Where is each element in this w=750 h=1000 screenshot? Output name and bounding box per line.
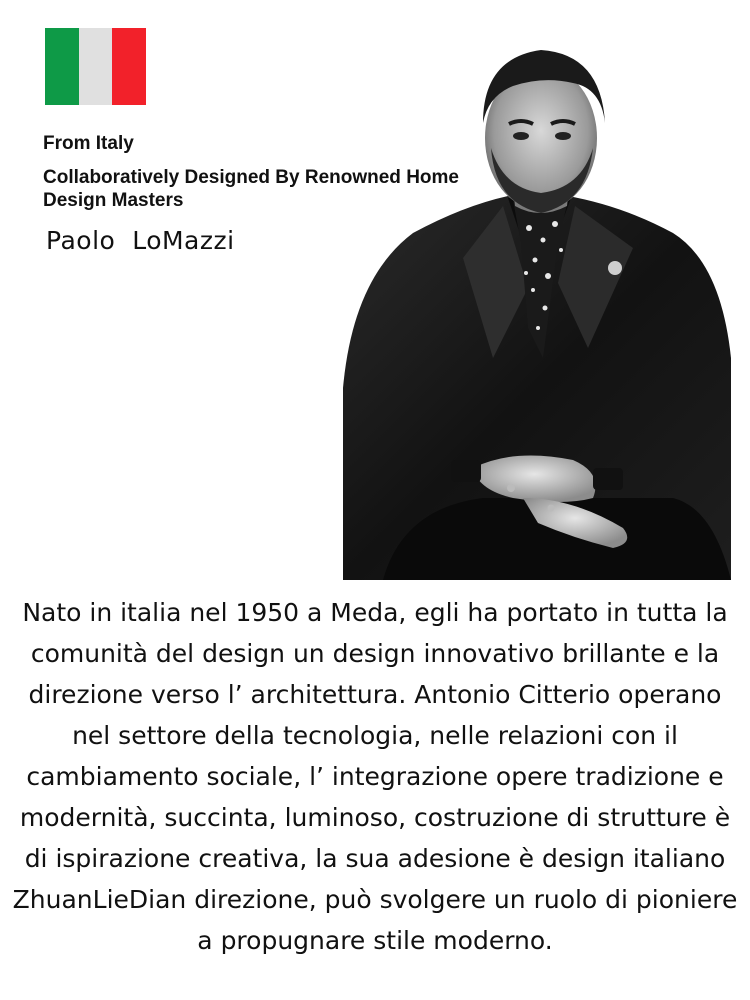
flag-stripe-white <box>79 28 113 105</box>
subtitle-text: Collaboratively Designed By Renowned Home Design Masters <box>43 167 459 211</box>
designer-bio: Nato in italia nel 1950 a Meda, egli ha portato in tutta la comunità del design un design innovativo brillante e la direzione verso l’ architettura. Antonio Citterio operano nel settore della tecnologia, nelle relazioni con il cambiamento sociale, l’ integrazione opere tradizione e modernità, succinta, luminoso, costruzione di strutture è di ispirazione creativa, la sua adesione è design italiano ZhuanLieDian direzione, può svolgere un ruolo di pioniere a propugnare stile moderno. <box>12 598 738 955</box>
origin-label: From Italy <box>43 133 134 154</box>
flag-stripe-green <box>45 28 79 105</box>
designer-portrait <box>343 28 733 580</box>
flag-stripe-red <box>112 28 146 105</box>
designer-name: Paolo LoMazzi <box>46 226 235 255</box>
italy-flag-icon <box>45 28 146 105</box>
